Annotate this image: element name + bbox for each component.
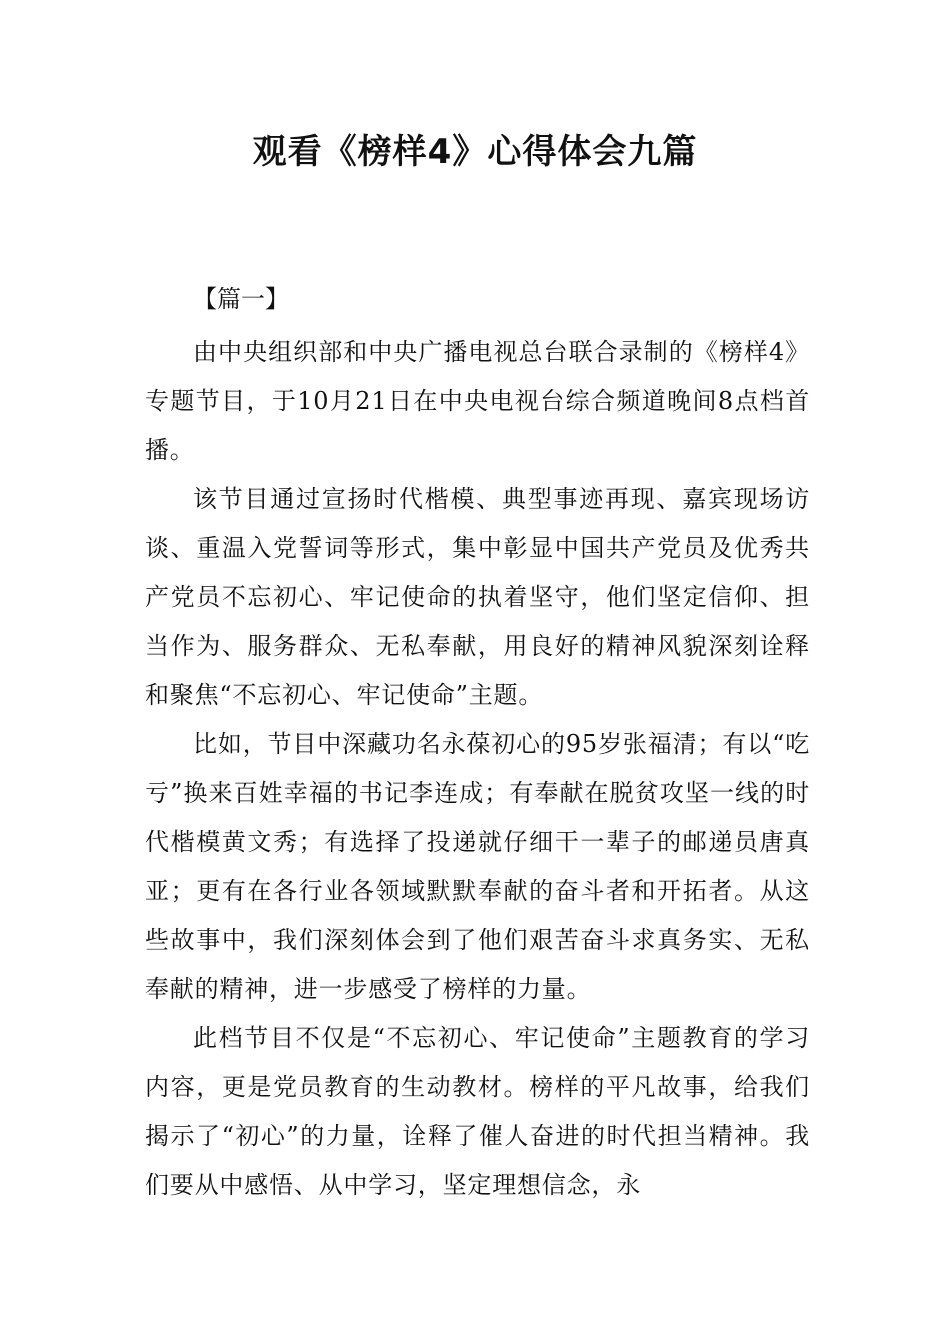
section-heading: 【篇一】 (193, 285, 289, 313)
paragraph-1: 由中央组织部和中央广播电视总台联合录制的《榜样4》专题节目，于10月21日在中央电视台综合频道晚间8点档首播。 (145, 338, 810, 464)
paragraph-4: 此档节目不仅是“不忘初心、牢记使命”主题教育的学习内容，更是党员教育的生动教材。榜样的平凡故事，给我们揭示了“初心”的力量，诠释了催人奋进的时代担当精神。我们要从中感悟、从中学习，坚定理想信念，永 (145, 1024, 810, 1199)
paragraph-3: 比如，节目中深藏功名永葆初心的95岁张福清；有以“吃亏”换来百姓幸福的书记李连成；有奉献在脱贫攻坚一线的时代楷模黄文秀；有选择了投递就仔细干一辈子的邮递员唐真亚；更有在各行业各领域默默奉献的奋斗者和开拓者。从这些故事中，我们深刻体会到了他们艰苦奋斗求真务实、无私奉献的精神，进一步感受了榜样的力量。 (145, 730, 810, 1003)
document-title: 观看《榜样4》心得体会九篇 (252, 132, 698, 172)
paragraph-2: 该节目通过宣扬时代楷模、典型事迹再现、嘉宾现场访谈、重温入党誓词等形式，集中彰显中国共产党员及优秀共产党员不忘初心、牢记使命的执着坚守，他们坚定信仰、担当作为、服务群众、无私奉献，用良好的精神风貌深刻诠释和聚焦“不忘初心、牢记使命”主题。 (145, 485, 810, 709)
document-body (145, 328, 810, 1210)
